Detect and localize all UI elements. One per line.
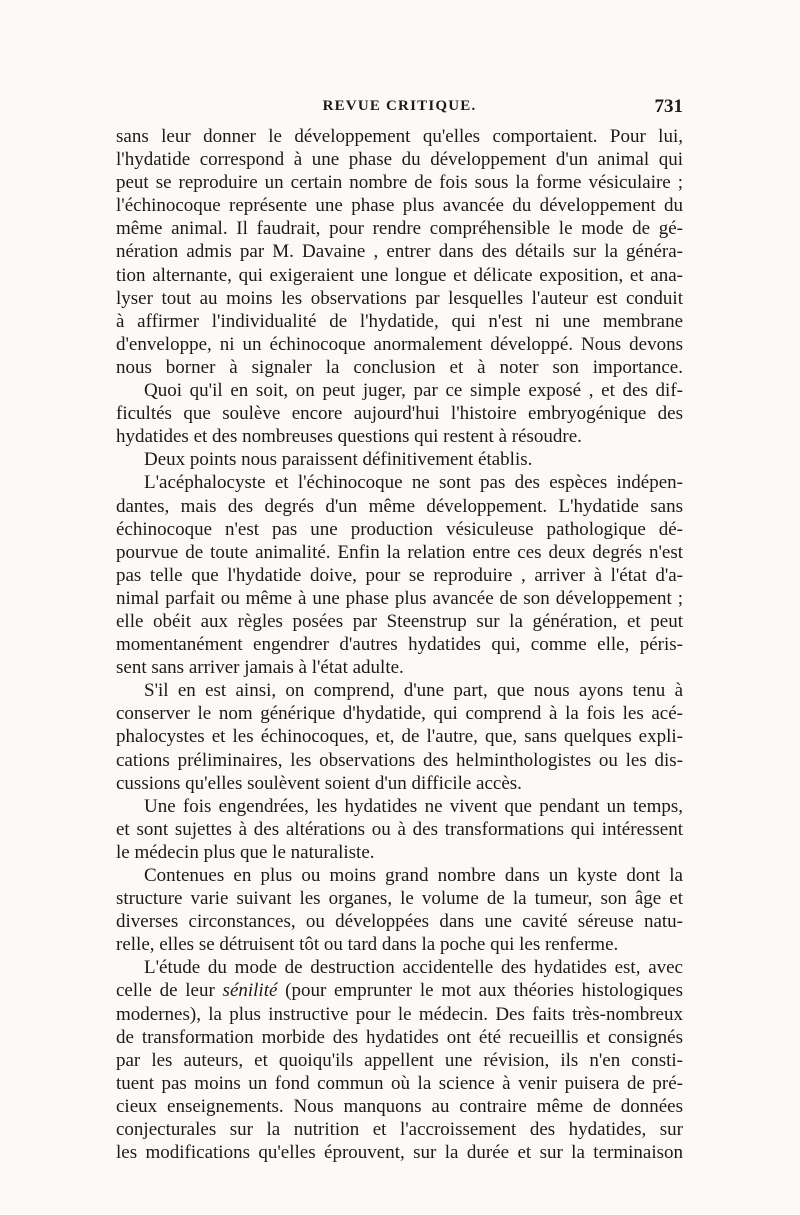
text-line: diverses circonstances, ou développées dans une cavité séreuse natu- [116,911,683,933]
text-line: et sont sujettes à des altérations ou à des transformations qui intéressent [116,818,683,840]
running-title: REVUE CRITIQUE. [322,98,477,114]
text-line: elle obéit aux règles posées par Steenstrup sur la génération, et peut [116,610,683,632]
text-line: phalocystes et les échinocoques, et, de l'autre, que, sans quelques expli- [116,726,683,748]
text-line: Une fois engendrées, les hydatides ne vivent que pendant un temps, [144,795,683,817]
text-line: Deux points nous paraissent définitivement établis. [144,449,533,471]
text-line: cieux enseignements. Nous manquons au contraire même de données [116,1095,683,1117]
text-line: par les auteurs, et quoiqu'ils appellent une révision, ils n'en consti- [116,1049,683,1071]
text-line: momentanément engendrer d'autres hydatides qui, comme elle, péris- [116,634,683,656]
text-line: structure varie suivant les organes, le volume de la tumeur, son âge et [116,888,683,910]
text-line: d'enveloppe, ni un échinocoque anormalement développé. Nous devons [116,333,683,355]
text-line: cations préliminaires, les observations des helminthologistes ou les dis- [116,749,683,771]
text-line: le médecin plus que le naturaliste. [116,841,375,863]
text-line: sent sans arriver jamais à l'état adulte. [116,657,404,679]
text-line: tuent pas moins un fond commun où la science à venir puisera de pré- [116,1072,683,1094]
text-line: peut se reproduire un certain nombre de fois sous la forme vésiculaire ; [116,172,683,194]
text-line: nous borner à signaler la conclusion et à noter son importance. [116,356,683,378]
text-line: conjecturales sur la nutrition et l'accroissement des hydatides, sur [116,1119,683,1141]
page-number: 731 [654,96,683,117]
page-header [116,98,683,120]
text-line: S'il en est ainsi, on comprend, d'une part, que nous ayons tenu à [144,680,683,702]
text-line: pourvue de toute animalité. Enfin la relation entre ces deux degrés n'est [116,541,683,563]
text-line: L'acéphalocyste et l'échinocoque ne sont pas des espèces indépen- [144,472,683,494]
text-line: tion alternante, qui exigeraient une longue et délicate exposition, et ana- [116,264,683,286]
text-line: conserver le nom générique d'hydatide, qui comprend à la fois les acé- [116,703,683,725]
text-line: relle, elles se détruisent tôt ou tard dans la poche qui les renferme. [116,934,619,956]
body-text [116,125,683,1164]
text-line: de transformation morbide des hydatides ont été recueillis et consignés [116,1026,683,1048]
text-line: échinocoque n'est pas une production vésiculeuse pathologique dé- [116,518,683,540]
text-line: lyser tout au moins les observations par lesquelles l'auteur est conduit [116,287,683,309]
text-line: hydatides et des nombreuses questions qui restent à résoudre. [116,426,582,448]
text-line: à affirmer l'individualité de l'hydatide, qui n'est ni une membrane [116,310,683,332]
text-line: modernes), la plus instructive pour le médecin. Des faits très-nombreux [116,1003,683,1025]
text-line: nimal parfait ou même à une phase plus avancée de son développement ; [116,587,683,609]
italic-term: sénilité [222,980,278,1002]
text-line: dantes, mais des degrés d'un même développement. L'hydatide sans [116,495,683,517]
text-line: celle de leur sénilité (pour emprunter le mot aux théories histologiques [116,980,683,1002]
text-line: Contenues en plus ou moins grand nombre dans un kyste dont la [144,865,683,886]
text-line: pas telle que l'hydatide doive, pour se reproduire , arriver à l'état d'a- [116,564,683,586]
text-line: cussions qu'elles soulèvent soient d'un difficile accès. [116,772,522,794]
text-line: l'échinocoque représente une phase plus avancée du développement du [116,195,683,217]
text-line: nération admis par M. Davaine , entrer dans des détails sur la généra- [116,241,683,263]
text-line: même animal. Il faudrait, pour rendre compréhensible le mode de gé- [116,218,683,240]
text-line: Quoi qu'il en soit, on peut juger, par ce simple exposé , et des dif- [144,380,683,402]
text-line: sans leur donner le développement qu'elles comportaient. Pour lui, [116,126,683,147]
text-line: ficultés que soulève encore aujourd'hui l'histoire embryogénique des [116,403,683,425]
text-line: L'étude du mode de destruction accidentelle des hydatides est, avec [144,957,683,979]
text-line: les modifications qu'elles éprouvent, sur la durée et sur la terminaison [116,1142,683,1164]
text-line: l'hydatide correspond à une phase du développement d'un animal qui [116,149,683,171]
